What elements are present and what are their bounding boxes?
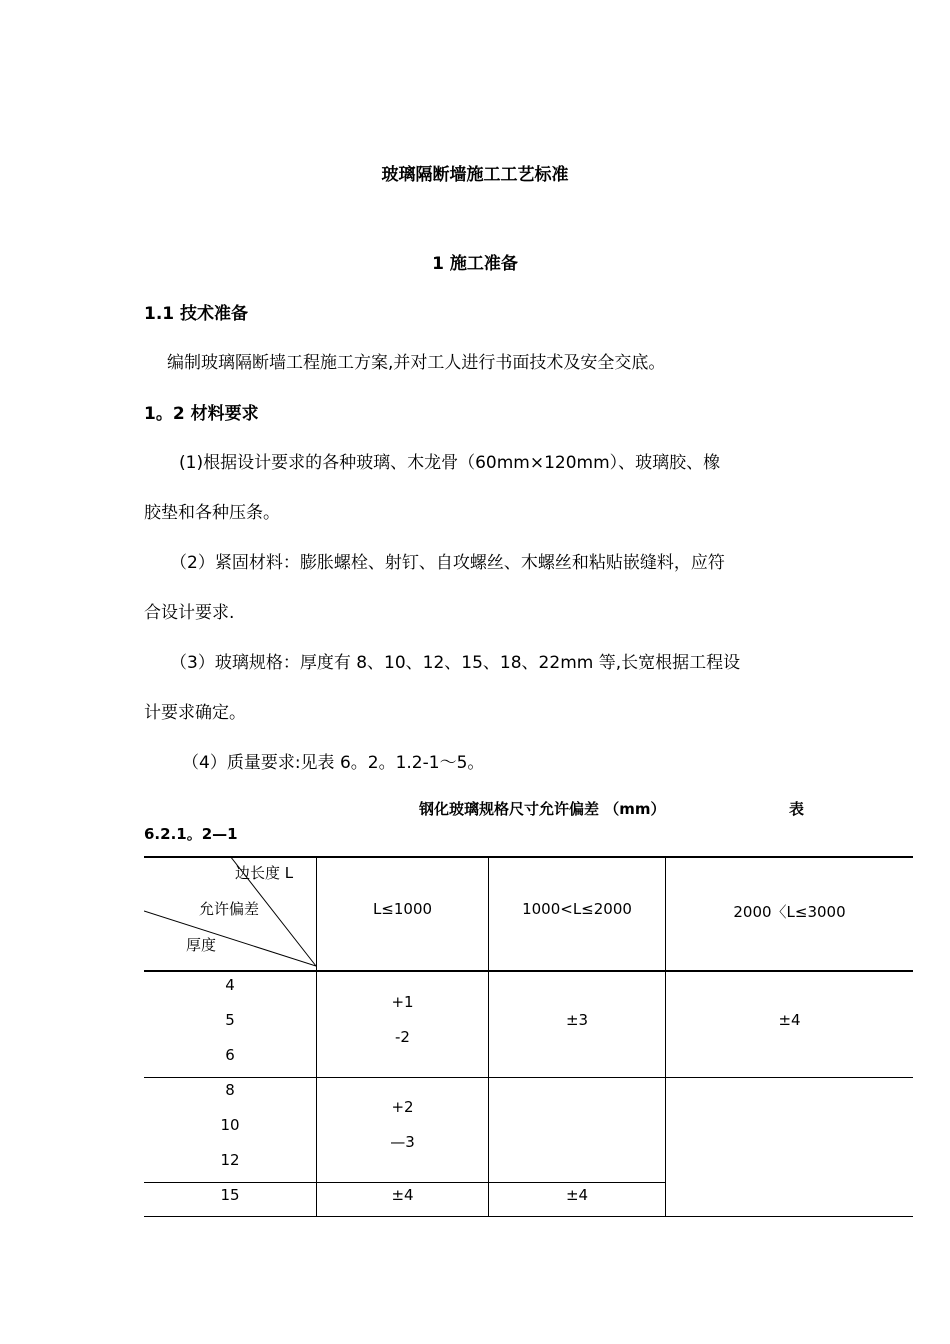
col-header-2: 1000<L≤2000 [522, 900, 632, 918]
tolerance-cell: —3 [390, 1133, 415, 1151]
thickness-cell: 5 [225, 1011, 235, 1029]
paragraph-item-4: （4）质量要求:见表 6。2。1.2-1～5。 [182, 753, 485, 773]
diag-header-tolerance: 允许偏差 [199, 900, 260, 918]
tolerance-cell: ±4 [778, 1011, 801, 1029]
subsection-heading-1-1: 1.1 技术准备 [144, 304, 249, 324]
diag-header-thickness: 厚度 [186, 936, 217, 954]
thickness-cell: 12 [220, 1151, 240, 1169]
paragraph-item-2-line2: 合设计要求. [144, 603, 235, 623]
table-row-divider [144, 1182, 665, 1183]
paragraph-technical-prep: 编制玻璃隔断墙工程施工方案,并对工人进行书面技术及安全交底。 [167, 353, 666, 373]
tolerance-cell: +2 [391, 1098, 414, 1116]
tolerance-cell: ±3 [565, 1011, 589, 1029]
thickness-cell: 15 [220, 1186, 240, 1204]
table-caption: 钢化玻璃规格尺寸允许偏差 （mm） [419, 800, 666, 818]
tolerance-cell: ±4 [565, 1186, 589, 1204]
thickness-cell: 4 [225, 976, 235, 994]
section-heading-1: 1 施工准备 [432, 254, 518, 274]
table-row-divider [144, 1077, 913, 1078]
paragraph-item-3-line2: 计要求确定。 [144, 703, 246, 723]
table-caption-number: 6.2.1。2—1 [144, 825, 238, 843]
tolerance-cell: ±4 [391, 1186, 414, 1204]
paragraph-item-1-line1: (1)根据设计要求的各种玻璃、木龙骨（60mm×120mm）、玻璃胶、橡 [179, 453, 721, 473]
table-bottom-rule [144, 1216, 913, 1217]
thickness-cell: 6 [225, 1046, 235, 1064]
paragraph-item-2-line1: （2）紧固材料：膨胀螺栓、射钉、自攻螺丝、木螺丝和粘贴嵌缝料，应符 [170, 553, 725, 573]
paragraph-item-3-line1: （3）玻璃规格：厚度有 8、10、12、15、18、22mm 等,长宽根据工程设 [170, 653, 741, 673]
paragraph-item-1-line2: 胶垫和各种压条。 [144, 503, 280, 523]
page-title: 玻璃隔断墙施工工艺标准 [381, 165, 569, 185]
tolerance-cell: +1 [391, 993, 414, 1011]
table-caption-label: 表 [789, 800, 805, 818]
tolerance-cell: -2 [395, 1028, 410, 1046]
diag-header-length: 边长度 L [235, 864, 294, 882]
col-header-3: 2000〈L≤3000 [733, 903, 846, 921]
thickness-cell: 8 [225, 1081, 235, 1099]
col-header-1: L≤1000 [372, 900, 433, 918]
subsection-heading-1-2: 1。2 材料要求 [144, 404, 259, 424]
thickness-cell: 10 [220, 1116, 240, 1134]
